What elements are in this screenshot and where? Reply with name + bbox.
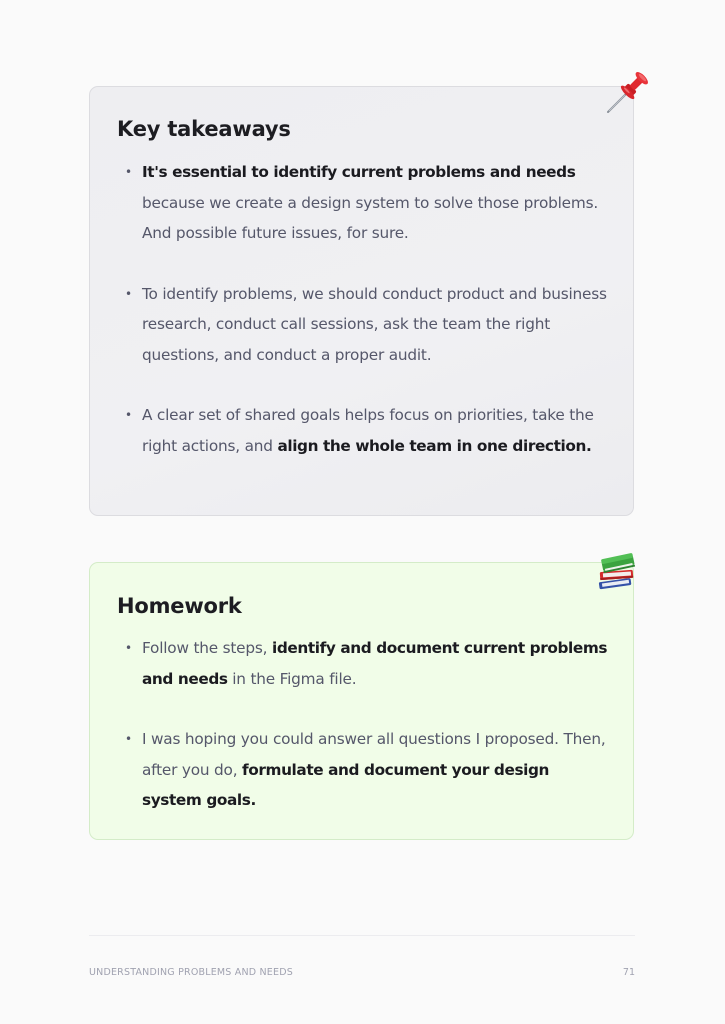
- list-item: [117, 400, 613, 461]
- emphasis-text: It's essential to identify current problems and needs: [142, 163, 576, 181]
- item-text: A clear set of shared goals helps focus on priorities, take the right actions, and: [142, 406, 594, 455]
- list-item: [117, 724, 613, 816]
- key-takeaways-title: Key takeaways: [117, 117, 291, 141]
- bullet-icon: •: [125, 732, 132, 746]
- emphasis-text: formulate and document your design system goals.: [142, 760, 550, 809]
- bullet-icon: •: [125, 165, 132, 179]
- list-item: [117, 279, 613, 371]
- item-text: Follow the steps,: [142, 639, 272, 657]
- homework-title: Homework: [117, 594, 242, 618]
- emphasis-text: align the whole team in one direction.: [277, 436, 592, 455]
- books-icon: [596, 551, 638, 593]
- bullet-icon: •: [125, 641, 132, 655]
- item-text: in the Figma file.: [227, 669, 357, 688]
- homework-card: [89, 562, 634, 840]
- key-takeaways-card: [89, 86, 634, 516]
- emphasis-text: identify and document current problems and needs: [142, 639, 608, 688]
- item-text: To identify problems, we should conduct product and business research, conduct call sessions, ask the team the right questions, and conduct a proper audit.: [142, 284, 607, 364]
- footer-section-title: UNDERSTANDING PROBLEMS AND NEEDS: [89, 967, 293, 978]
- list-item: [117, 157, 613, 249]
- bullet-icon: •: [125, 286, 132, 301]
- bullet-icon: •: [125, 408, 132, 422]
- key-takeaways-list: [117, 157, 613, 461]
- homework-list: [117, 633, 613, 816]
- pushpin-icon: [604, 68, 652, 116]
- list-item: [117, 633, 613, 694]
- item-text: I was hoping you could answer all questions I proposed. Then, after you do,: [142, 730, 606, 779]
- item-text: because we create a design system to solve those problems. And possible future issues, for sure.: [142, 193, 599, 242]
- page-number: 71: [622, 967, 635, 978]
- footer-divider: [89, 935, 635, 936]
